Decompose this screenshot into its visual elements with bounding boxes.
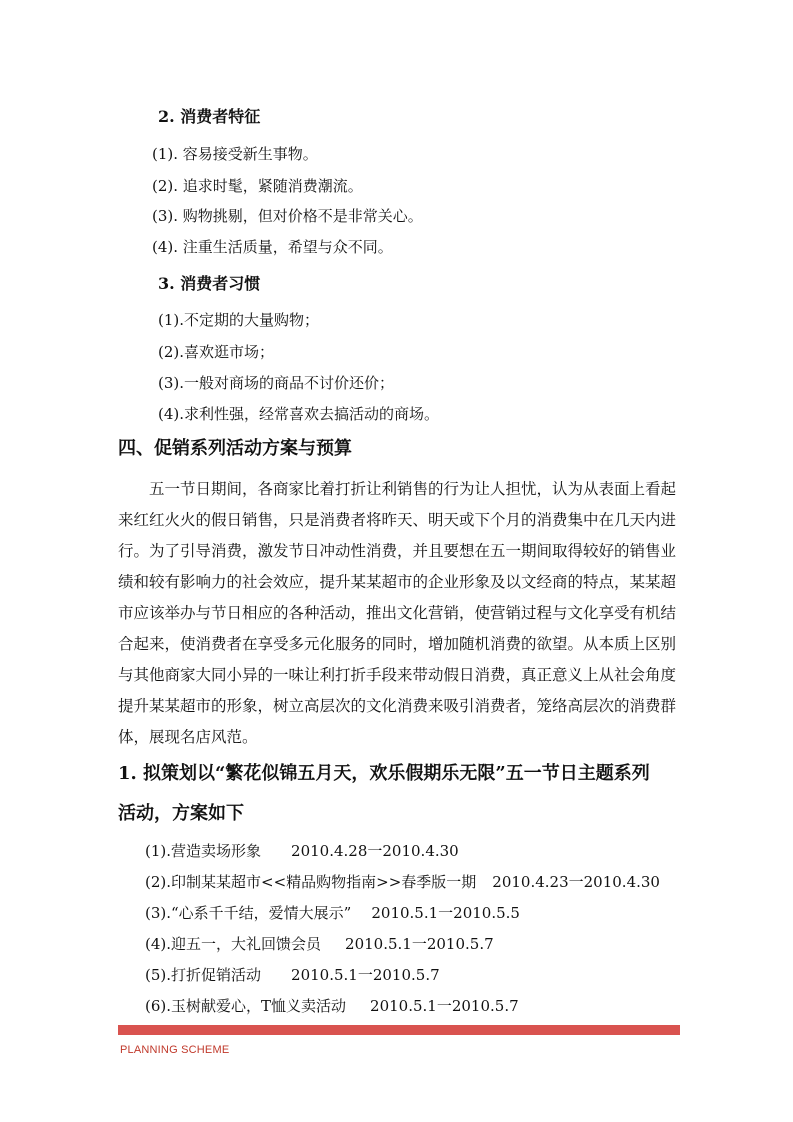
body-paragraph (118, 474, 676, 753)
plan-heading-line2: 活动，方案如下 (118, 803, 244, 824)
plan-item-dates: 2010.5.1一2010.5.7 (291, 966, 440, 984)
plan-item (145, 965, 440, 985)
plan-item-dates: 2010.5.1一2010.5.7 (345, 935, 494, 953)
paragraph-text: 五一节日期间，各商家比着打折让利销售的行为让人担忧，认为从表面上看起来红红火火的假日销售，只是消费者将昨天、明天或下个月的消费集中在几天内进行。为了引导消费，激发节日冲动性消费，并且要想在五一期间取得较好的销售业绩和较有影响力的社会效应，提升某某超市的企业形象及以文经商的特点，某某超市应该举办与节日相应的各种活动，推出文化营销，使营销过程与文化享受有机结合起来，使消费者在享受多元化服务的同时，增加随机消费的欲望。从本质上区别与其他商家大同小异的一味让利打折手段来带动假日消费，真正意义上从社会角度提升某某超市的形象，树立高层次的文化消费来吸引消费者，笼络高层次的消费群体，展现名店风范。 (118, 480, 677, 746)
plan-item-dates: 2010.5.1一2010.5.7 (370, 997, 519, 1015)
list-item: (2). 追求时髦，紧随消费潮流。 (152, 177, 363, 195)
heading-consumer-habits: 3. 消费者习惯 (158, 274, 261, 293)
list-item: (1).不定期的大量购物； (158, 311, 320, 329)
plan-item-label: (1).营造卖场形象 (145, 842, 262, 860)
heading-consumer-traits: 2. 消费者特征 (158, 107, 261, 126)
plan-heading-line1: 1. 拟策划以“繁花似锦五月天，欢乐假期乐无限”五一节日主题系列 (118, 763, 650, 784)
plan-item-label: (6).玉树献爱心，T恤义卖活动 (145, 997, 347, 1015)
heading-promotion-plan: 四、促销系列活动方案与预算 (118, 438, 352, 459)
plan-item (145, 872, 660, 892)
list-item: (4). 注重生活质量，希望与众不同。 (152, 238, 393, 256)
plan-item-dates: 2010.4.28一2010.4.30 (291, 842, 459, 860)
footer-label: PLANNING SCHEME (120, 1044, 230, 1056)
list-item: (3).一般对商场的商品不讨价还价； (158, 374, 395, 392)
list-item: (3). 购物挑剔，但对价格不是非常关心。 (152, 207, 423, 225)
plan-item-label: (3).“心系千千结，爱情大展示” (145, 904, 352, 922)
plan-item (145, 996, 519, 1016)
plan-item-label: (5).打折促销活动 (145, 966, 262, 984)
plan-item-dates: 2010.5.1一2010.5.5 (371, 904, 520, 922)
plan-item (145, 934, 494, 954)
list-item: (4).求利性强，经常喜欢去搞活动的商场。 (158, 405, 440, 423)
plan-item (145, 903, 520, 923)
footer-divider (118, 1025, 680, 1035)
plan-item-label: (2).印制某某超市<<精品购物指南>>春季版一期 (145, 873, 477, 891)
plan-item (145, 841, 459, 861)
plan-item-label: (4).迎五一，大礼回馈会员 (145, 935, 322, 953)
list-item: (1). 容易接受新生事物。 (152, 145, 318, 163)
plan-item-dates: 2010.4.23一2010.4.30 (492, 873, 660, 891)
list-item: (2).喜欢逛市场； (158, 343, 275, 361)
